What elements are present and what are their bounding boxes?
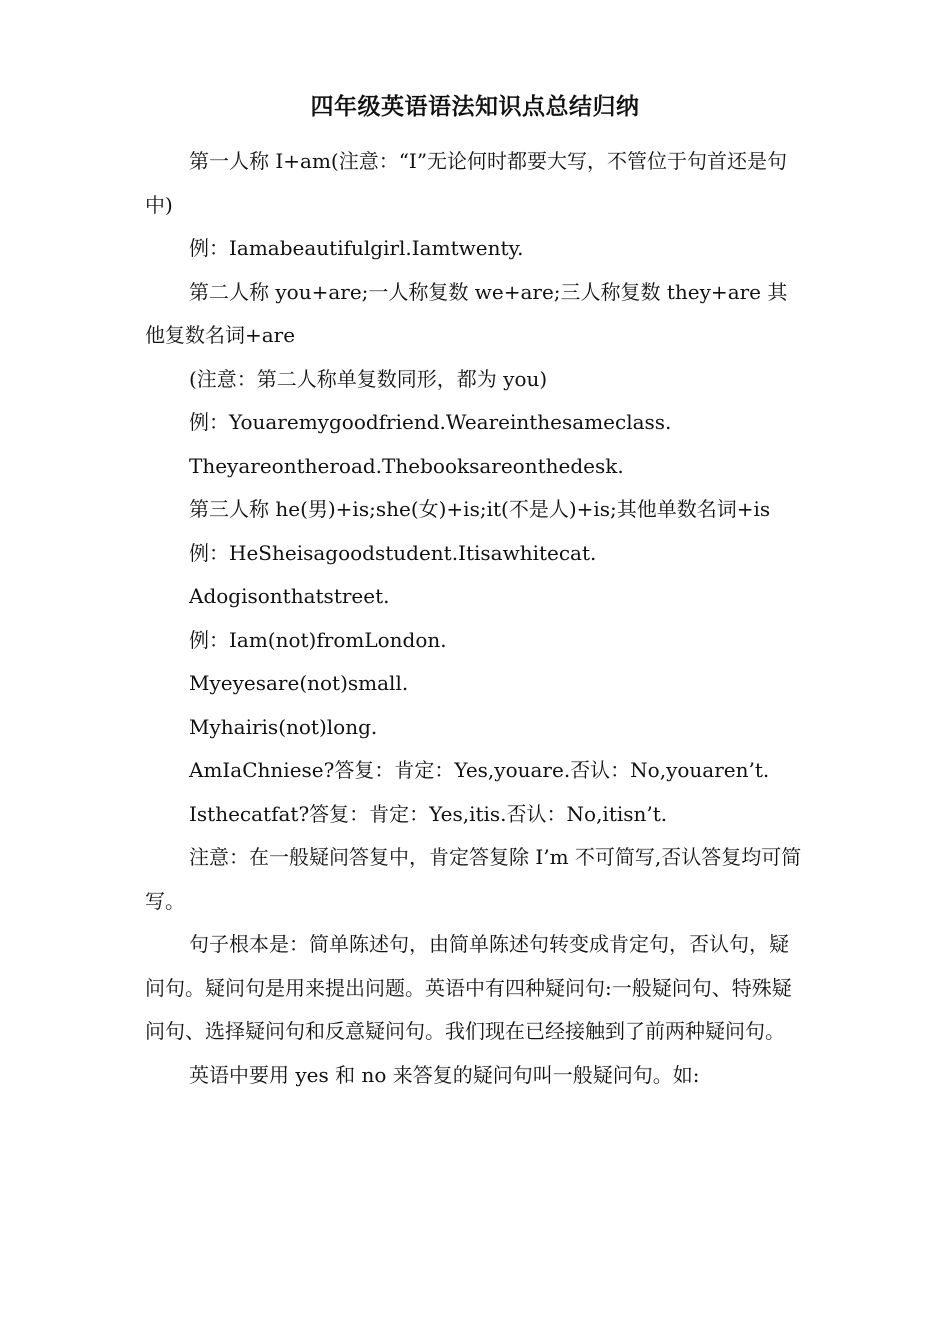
document-title: 四年级英语语法知识点总结归纳: [310, 94, 640, 120]
paragraph-question-answer: Isthecatfat?答复：肯定：Yes,itis.否认：No,itisn’t.: [189, 801, 668, 826]
paragraph-first-person: 第一人称 I+am(注意：“I”无论何时都要大写，不管位于句首还是句中): [145, 149, 788, 217]
paragraph-yes-no-questions: 英语中要用 yes 和 no 来答复的疑问句叫一般疑问句。如:: [189, 1062, 700, 1087]
paragraph-note: 注意：在一般疑问答复中，肯定答复除 I’m 不可简写,否认答复均可简写。: [145, 845, 802, 913]
paragraph-example: 例：HeSheisagoodstudent.Itisawhitecat.: [189, 540, 597, 565]
paragraph-example-line: Theyareontheroad.Thebooksareonthedesk.: [189, 453, 624, 478]
paragraph-question-answer: AmIaChniese?答复：肯定：Yes,youare.否认：No,youaren’t.: [189, 758, 770, 782]
document-body: [145, 140, 805, 1097]
paragraph-note: (注意：第二人称单复数同形，都为 you): [189, 366, 548, 391]
paragraph-example-line: Myeyesare(not)small.: [189, 671, 409, 695]
paragraph-example-line: Myhairis(not)long.: [189, 714, 378, 739]
paragraph-example-line: Adogisonthatstreet.: [189, 584, 390, 608]
paragraph-sentence-types: 句子根本是：简单陈述句，由简单陈述句转变成肯定句，否认句，疑问句。疑问句是用来提出问题。英语中有四种疑问句:一般疑问句、特殊疑问句、选择疑问句和反意疑问句。我们现在已经接触到了前两种疑问句。: [145, 932, 792, 1043]
paragraph-example: 例：Youaremygoodfriend.Weareinthesameclass.: [189, 410, 672, 434]
paragraph-third-person: 第三人称 he(男)+is;she(女)+is;it(不是人)+is;其他单数名词+is: [189, 497, 771, 521]
paragraph-example: 例：Iamabeautifulgirl.Iamtwenty.: [189, 236, 524, 260]
paragraph-example: 例：Iam(not)fromLondon.: [189, 627, 447, 652]
paragraph-second-person: 第二人称 you+are;一人称复数 we+are;三人称复数 they+are 其他复数名词+are: [145, 279, 788, 347]
